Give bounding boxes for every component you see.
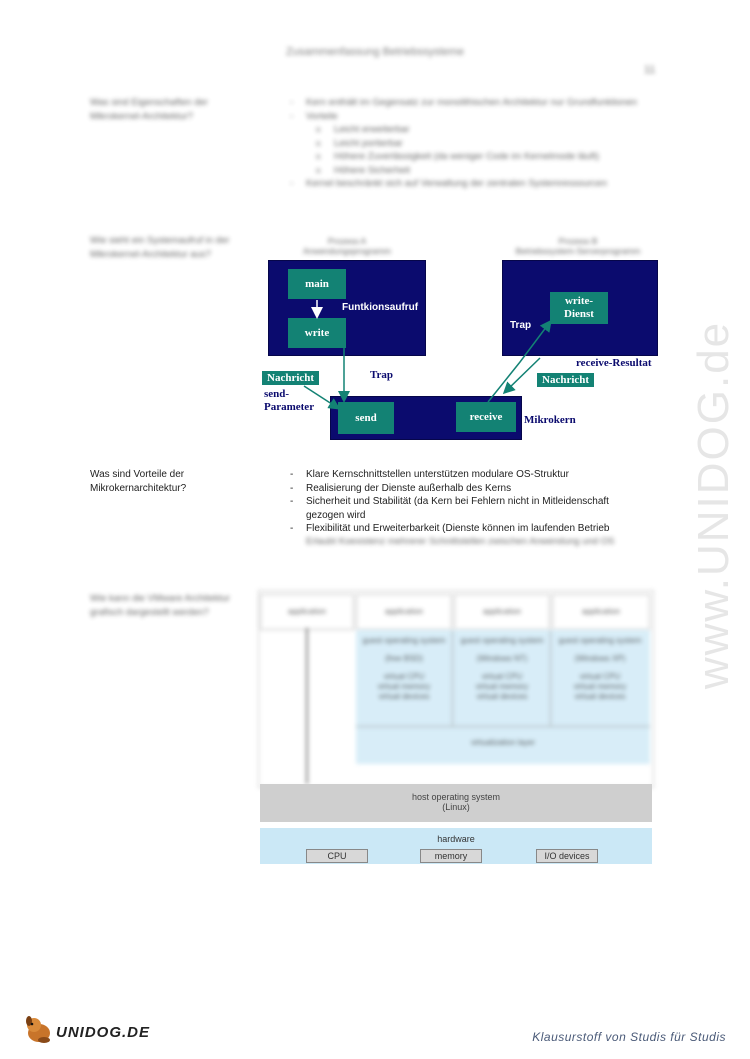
vm-virtual-cpu: virtual CPU [383,672,425,681]
vm-virtualization-layer: virtualization layer [470,738,536,747]
answer-3 [290,468,650,535]
question-2: Wie sieht ein Systemaufruf in der Mikrokernel-Architektur aus? [90,235,230,260]
vm-virtual-devices: virtual devices [574,692,626,701]
answer-3-item: - Realisierung der Dienste außerhalb des Kerns [290,482,650,496]
vm-application-1: application [356,594,452,630]
vm-guest-name: (free BSD) [385,654,423,663]
receive-box: receive [456,402,516,432]
trap-label-b: Trap [510,320,532,331]
watermark-text: www.UNIDOG.de [689,320,738,690]
write-dienst-box: write-Dienst [550,292,608,324]
vm-guest-name: (Windows NT) [476,654,528,663]
vm-virtual-cpu: virtual CPU [579,672,621,681]
vm-guest-3 [552,636,648,702]
mikrokern-label: Mikrokern [524,414,576,426]
nachricht-tag-right: Nachricht [537,373,594,387]
page-number: 11 [644,64,656,76]
vm-application-2: application [454,594,550,630]
vm-application-host: application [260,594,354,630]
vm-host-os-label [260,792,652,812]
answer-1-subitem: o Höhere Zuverlässigkeit (da weniger Code im Kernelmode läuft) [290,150,650,164]
vm-host-os-name: (Linux) [442,802,470,812]
vm-host-app-line [306,628,308,784]
process-a-name: Prozess A [327,236,367,246]
answer-3-item: - Klare Kernschnittstellen unterstützen modulare OS-Struktur [290,468,650,482]
vm-io-box: I/O devices [536,849,598,863]
question-1: Was sind Eigenschaften der Mikrokernel-Architektur? [90,97,208,122]
nachricht-tag-left: Nachricht [262,371,319,385]
vm-col-separator [550,630,551,726]
process-b-name: Prozess B [558,236,598,246]
footer-slogan: Klausurstoff von Studis für Studis [532,1030,726,1044]
answer-3-item: - Sicherheit und Stabilität (da Kern bei Fehlern nicht in Mitleidenschaft gezogen wird [290,495,650,522]
vm-guest-1 [356,636,452,702]
vm-host-os-title: host operating system [411,792,501,802]
vm-cpu-box: CPU [306,849,368,863]
dog-logo-icon [22,1013,56,1045]
vm-guest-name: (Windows XP) [574,654,626,663]
vm-virtual-memory: virtual memory [377,682,431,691]
vm-application-3: application [552,594,650,630]
send-parameter-label: send-Parameter [264,388,315,413]
vm-hardware-label: hardware [437,834,475,844]
vm-virtual-devices: virtual devices [378,692,430,701]
vm-virtual-memory: virtual memory [573,682,627,691]
process-b-subtitle: Betriebssystem-Serverprogramm [515,246,641,256]
main-box: main [288,269,346,299]
vm-guest-os-label: guest operating system [362,636,446,645]
vm-col-separator [452,630,453,726]
page-title: Zusammenfassung Betriebssysteme [286,46,464,58]
vm-guest-os-label: guest operating system [460,636,544,645]
vm-virtual-cpu: virtual CPU [481,672,523,681]
answer-1-subitem: o Leicht erweiterbar [290,123,650,137]
send-box: send [338,402,394,434]
answer-1-item: - Kern enthält im Gegensatz zur monolithischen Architektur nur Grundfunktionen [290,96,650,110]
answer-1-item: - Vorteile [290,110,650,124]
receive-resultat-label: receive-Resultat [576,357,652,369]
answer-1-subitem: o Leicht portierbar [290,137,650,151]
answer-3-blurred-item: Erlaubt Koexistenz mehrerer Schnittstellen zwischen Anwendung und OS [306,536,615,547]
answer-1-subitem: o Höhere Sicherheit [290,164,650,178]
trap-label-mid: Trap [370,369,394,381]
vm-virtual-devices: virtual devices [476,692,528,701]
answer-3-item: - Flexibilität und Erweiterbarkeit (Dienste können im laufenden Betrieb [290,522,650,535]
funktionsaufruf-label: Funtkionsaufruf [342,302,419,313]
question-4: Wie kann die VMware Architektur grafisch dargestellt werden? [90,593,230,618]
answer-3-blurred [290,535,650,549]
process-a-subtitle: Anwendungsprogramm [303,246,391,256]
vm-guest-os-label: guest operating system [558,636,642,645]
vm-guest-2 [454,636,550,702]
write-box: write [288,318,346,348]
vm-virtual-memory: virtual memory [475,682,529,691]
vm-row-separator [356,726,650,727]
answer-1-item: - Kernel beschränkt sich auf Verwaltung der zentralen Systemressourcen [290,177,650,191]
footer-logo-text: UNIDOG.DE [56,1024,151,1041]
question-3: Was sind Vorteile der Mikrokernarchitektur? [90,469,187,494]
vm-memory-box: memory [420,849,482,863]
